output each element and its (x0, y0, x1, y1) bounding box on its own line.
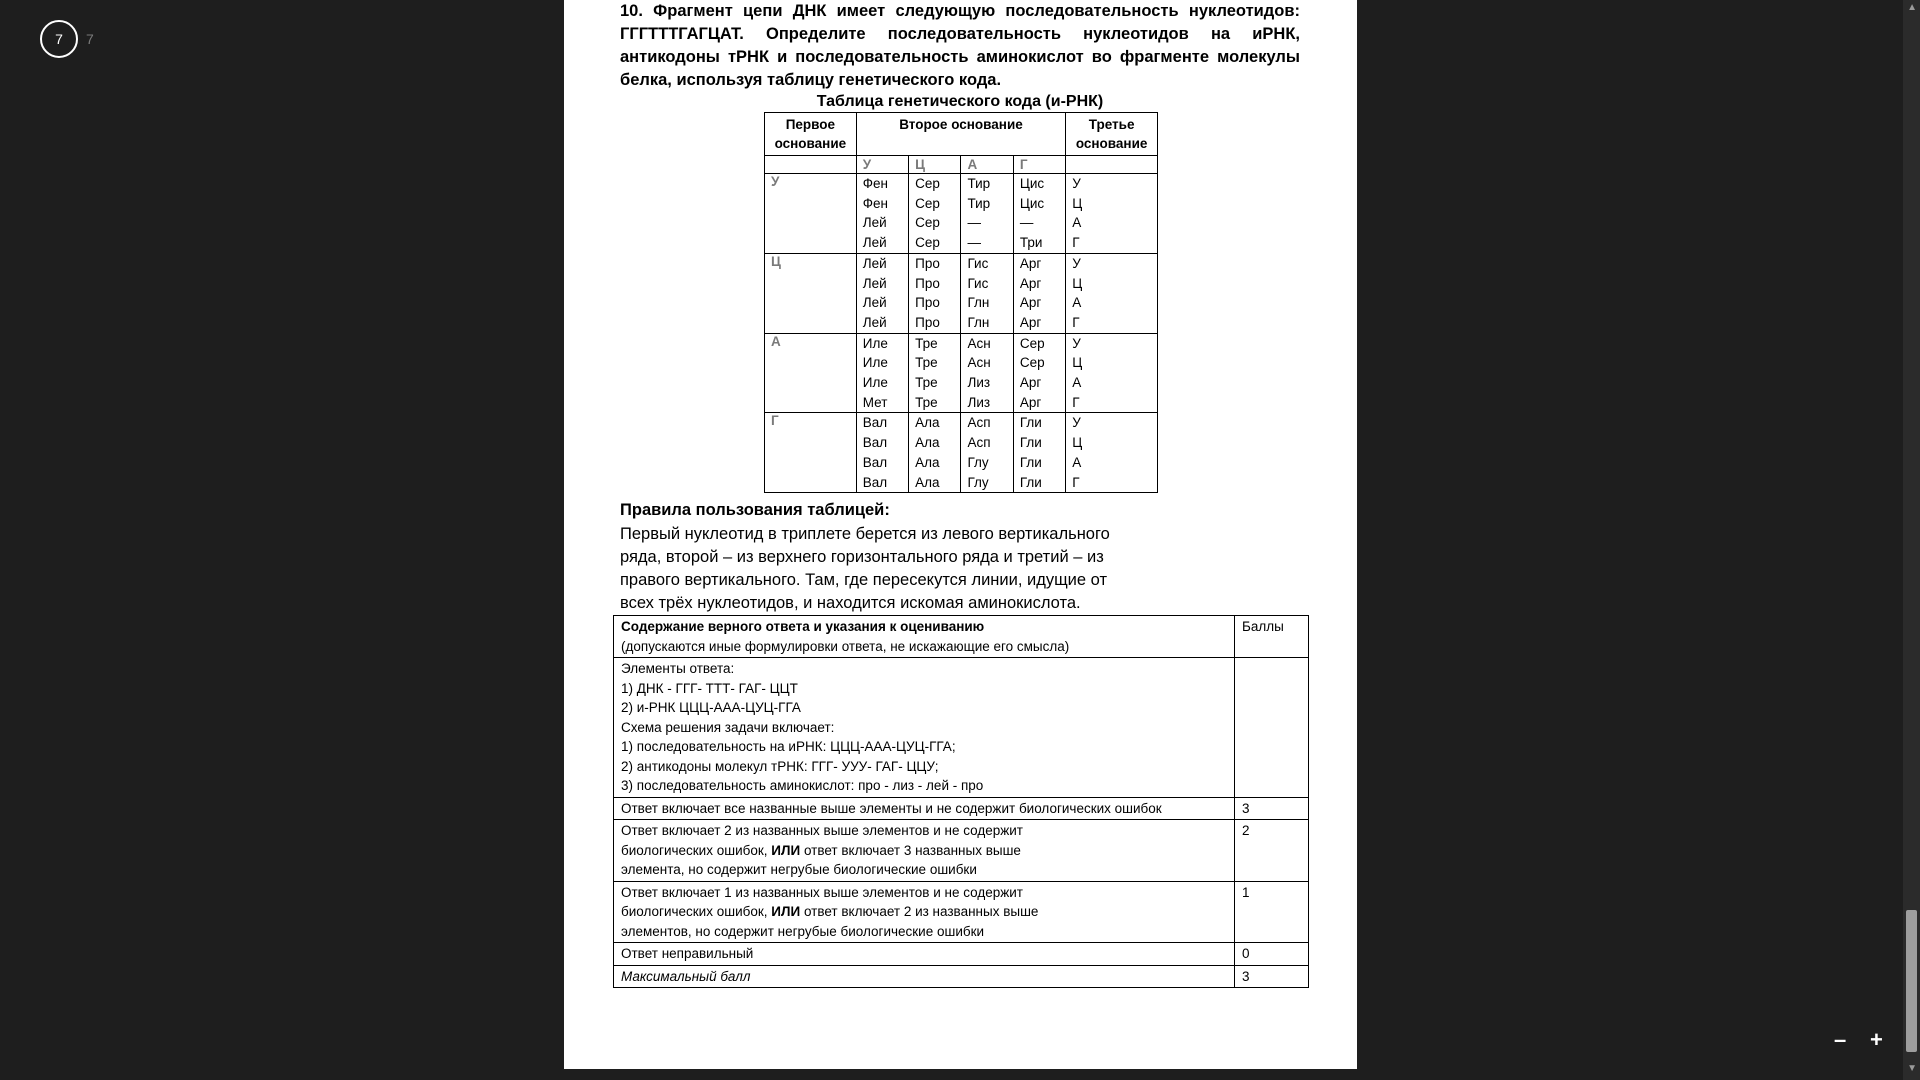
third-base: Г (1072, 394, 1080, 410)
rules-text: Первый нуклеотид в триплете берется из левого вертикального ряда, второй – из верхнего горизонтального ряда и третий – из правого вертикального. Там, где пересекутся линии, идущие от всех трёх нуклеотидов, и находится искомая аминокислота. (620, 525, 1110, 613)
amino-acid: Про (915, 255, 940, 271)
third-base: Ц (1072, 195, 1083, 211)
amino-acid-cell (909, 253, 961, 333)
third-base: А (1072, 454, 1082, 470)
amino-acid-cell (856, 333, 908, 413)
third-base-cell (1066, 174, 1158, 254)
grading-header-cell (614, 616, 1235, 658)
amino-acid: — (967, 215, 981, 231)
amino-acid: Глн (967, 295, 990, 311)
score-3-row (614, 797, 1309, 820)
genetic-table-header (765, 113, 1158, 156)
amino-acid-cell (1013, 413, 1065, 493)
criteria-line: Ответ включает 2 из названных выше элементов и не содержит (621, 823, 1023, 838)
max-score-value: 3 (1235, 965, 1309, 988)
criteria-line: элементов, но содержит негрубые биологические ошибки (621, 923, 985, 939)
criteria-line (621, 902, 1227, 922)
criteria-text: биологических ошибок, (621, 904, 768, 919)
criteria-text: ответ включает 2 из названных выше (803, 904, 1039, 919)
grading-header-score: Баллы (1235, 616, 1309, 658)
amino-acid: Арг (1019, 314, 1042, 330)
score-1-criteria (614, 881, 1235, 943)
amino-acid: Гли (1019, 474, 1042, 490)
amino-acid: Лей (862, 235, 887, 251)
first-base-cell: А (765, 333, 857, 413)
max-score-row (614, 965, 1309, 988)
amino-acid-cell (909, 413, 961, 493)
answer-line: 3) последовательность аминокислот: про - лиз - лей - про (621, 778, 984, 793)
vertical-scrollbar[interactable] (1903, 0, 1920, 1080)
third-base: А (1072, 375, 1082, 391)
grading-header-title: Содержание верного ответа и указания к оцениванию (621, 619, 985, 634)
empty-score-cell (1235, 658, 1309, 798)
third-base: Г (1072, 314, 1080, 330)
or-keyword: ИЛИ (771, 842, 801, 858)
third-base: Г (1072, 474, 1080, 490)
grading-header-note: (допускаются иные формулировки ответа, не искажающие его смысла) (621, 638, 1070, 654)
criteria-text: ответ включает 3 названных выше (803, 842, 1021, 858)
third-base: А (1072, 295, 1082, 311)
score-1-row (614, 881, 1309, 943)
genetic-table-title: Таблица генетического кода (и-РНК) (816, 93, 1104, 110)
header-third-base: Третье основание (1066, 113, 1158, 156)
amino-acid: Вал (862, 415, 888, 431)
amino-acid: Сер (1019, 355, 1045, 371)
amino-acid: Цис (1019, 176, 1045, 191)
codon-group-row (765, 174, 1158, 254)
score-0-criteria: Ответ неправильный (614, 943, 1235, 966)
second-base-a: А (961, 156, 1013, 174)
codon-group-row (765, 413, 1158, 493)
amino-acid-cell (961, 413, 1013, 493)
score-3-value: 3 (1235, 797, 1309, 820)
amino-acid: Глн (967, 314, 990, 330)
third-base-cell (1066, 253, 1158, 333)
header-first-base: Первое основание (765, 113, 857, 156)
third-base: У (1072, 176, 1081, 191)
amino-acid: Асн (967, 335, 991, 351)
amino-acid: Гли (1019, 435, 1042, 451)
criteria-line: Ответ включает 1 из названных выше элементов и не содержит (621, 884, 1023, 900)
third-base: Ц (1072, 435, 1083, 451)
grading-table (613, 615, 1309, 988)
amino-acid: Гли (1019, 454, 1042, 470)
second-base-g: Г (1013, 156, 1065, 174)
amino-acid: Тир (967, 176, 991, 191)
amino-acid: Глу (967, 454, 989, 470)
amino-acid: Сер (915, 176, 940, 191)
amino-acid: Асн (967, 355, 991, 371)
amino-acid: Тре (915, 375, 938, 391)
amino-acid: Арг (1019, 375, 1042, 391)
amino-acid: Сер (915, 235, 940, 251)
second-base-u: У (856, 156, 908, 174)
amino-acid: Тре (915, 335, 938, 351)
third-base: У (1072, 255, 1081, 271)
rules-heading: Правила пользования таблицей: (620, 501, 890, 520)
amino-acid: Сер (915, 195, 940, 211)
genetic-code-table (764, 112, 1158, 493)
amino-acid: Вал (862, 474, 888, 490)
second-base-row (765, 156, 1158, 174)
amino-acid: Арг (1019, 275, 1042, 291)
zoom-out-button[interactable]: – (1834, 1027, 1847, 1052)
amino-acid-cell (909, 333, 961, 413)
scroll-down-arrow-icon[interactable]: ▼ (1907, 1063, 1917, 1074)
first-base-cell: У (765, 174, 857, 254)
amino-acid: Вал (862, 454, 888, 470)
answer-line: 2) антикодоны молекул тРНК: ГГГ- УУУ- ГАГ- ЦЦУ; (621, 758, 939, 774)
criteria-text: биологических ошибок, (621, 842, 768, 858)
amino-acid: Сер (1019, 335, 1045, 351)
amino-acid: Арг (1019, 394, 1042, 410)
third-base: У (1072, 335, 1081, 351)
codon-group-row (765, 333, 1158, 413)
score-1-value: 1 (1235, 881, 1309, 943)
document-page (564, 0, 1357, 1069)
amino-acid: Тир (967, 195, 991, 211)
answer-line: Элементы ответа: (621, 661, 735, 676)
amino-acid: Иле (862, 335, 888, 351)
max-score-label: Максимальный балл (614, 965, 1235, 988)
amino-acid-cell (856, 413, 908, 493)
codon-group-row (765, 253, 1158, 333)
amino-acid: Арг (1019, 255, 1042, 271)
amino-acid: Ала (915, 474, 940, 490)
third-base: Ц (1072, 355, 1083, 371)
amino-acid: Асп (967, 435, 991, 451)
amino-acid: Фен (862, 176, 888, 191)
amino-acid: Цис (1019, 195, 1045, 211)
amino-acid: — (967, 235, 981, 251)
amino-acid: Лей (862, 295, 887, 311)
amino-acid: Гис (967, 255, 989, 271)
amino-acid-cell (961, 253, 1013, 333)
amino-acid-cell (961, 174, 1013, 254)
amino-acid: Вал (862, 435, 888, 451)
amino-acid: Асп (967, 415, 991, 431)
amino-acid: Лей (862, 255, 887, 271)
amino-acid: Лиз (967, 394, 991, 410)
current-page-indicator[interactable]: 7 (40, 20, 78, 58)
answer-elements-cell (614, 658, 1235, 798)
or-keyword: ИЛИ (771, 904, 801, 919)
amino-acid: Лей (862, 314, 887, 330)
task-statement: 10. Фрагмент цепи ДНК имеет следующую последовательность нуклеотидов: ГГГТТТГАГЦАТ. Определите последовательность нуклеотидов на иРНК, антикодоны тРНК и последовательность аминокислот во фрагменте молекулы белка, используя таблицу генетического кода. (620, 2, 1300, 89)
scrollbar-thumb[interactable] (1906, 910, 1917, 1052)
amino-acid: Тре (915, 355, 938, 371)
grading-header-row (614, 616, 1309, 658)
amino-acid: Гис (967, 275, 989, 291)
answer-elements-row (614, 658, 1309, 798)
score-3-criteria: Ответ включает все названные выше элементы и не содержит биологических ошибок (614, 797, 1235, 820)
answer-line: Схема решения задачи включает: (621, 719, 835, 735)
amino-acid: Ала (915, 435, 940, 451)
score-2-value: 2 (1235, 820, 1309, 882)
header-second-base: Второе основание (856, 113, 1066, 156)
second-base-c: Ц (909, 156, 961, 174)
first-base-cell: Г (765, 413, 857, 493)
amino-acid: Про (915, 295, 940, 311)
answer-line: 1) ДНК - ГГГ- ТТТ- ГАГ- ЦЦТ (621, 680, 798, 696)
amino-acid: Гли (1019, 415, 1042, 431)
amino-acid: Ала (915, 415, 940, 431)
amino-acid: Лей (862, 215, 887, 231)
amino-acid: Про (915, 314, 940, 330)
score-2-criteria (614, 820, 1235, 882)
amino-acid: — (1019, 215, 1034, 231)
amino-acid-cell (856, 174, 908, 254)
third-base: Г (1072, 235, 1080, 251)
amino-acid: Иле (862, 355, 888, 371)
first-base-cell: Ц (765, 253, 857, 333)
amino-acid: Глу (967, 474, 989, 490)
amino-acid: Тре (915, 394, 938, 410)
third-base-cell (1066, 333, 1158, 413)
zoom-in-button[interactable]: + (1870, 1027, 1883, 1052)
score-2-row (614, 820, 1309, 882)
amino-acid: Арг (1019, 295, 1042, 311)
amino-acid: Фен (862, 195, 888, 211)
total-pages-label: 7 (86, 31, 94, 47)
criteria-line: элемента, но содержит негрубые биологические ошибки (621, 862, 977, 877)
amino-acid-cell (961, 333, 1013, 413)
third-base: Ц (1072, 275, 1083, 291)
third-base: У (1072, 415, 1081, 431)
amino-acid: Мет (862, 394, 888, 410)
amino-acid: Про (915, 275, 940, 291)
empty-cell (765, 156, 857, 174)
answer-line: 1) последовательность на иРНК: ЦЦЦ-ААА-ЦУЦ-ГГА; (621, 739, 956, 754)
amino-acid: Лей (862, 275, 887, 291)
amino-acid-cell (909, 174, 961, 254)
amino-acid-cell (1013, 253, 1065, 333)
score-0-value: 0 (1235, 943, 1309, 966)
page-content (620, 0, 1300, 615)
amino-acid: Три (1019, 235, 1043, 251)
amino-acid: Лиз (967, 375, 991, 391)
amino-acid-cell (1013, 174, 1065, 254)
third-base: А (1072, 215, 1082, 231)
answer-line: 2) и-РНК ЦЦЦ-ААА-ЦУЦ-ГГА (621, 700, 801, 715)
scroll-up-arrow-icon[interactable]: ▲ (1907, 2, 1917, 13)
score-0-row (614, 943, 1309, 966)
amino-acid: Ала (915, 454, 940, 470)
amino-acid-cell (856, 253, 908, 333)
amino-acid: Иле (862, 375, 888, 391)
third-base-cell (1066, 413, 1158, 493)
criteria-line (621, 841, 1227, 861)
empty-cell (1066, 156, 1158, 174)
amino-acid: Сер (915, 215, 940, 231)
amino-acid-cell (1013, 333, 1065, 413)
